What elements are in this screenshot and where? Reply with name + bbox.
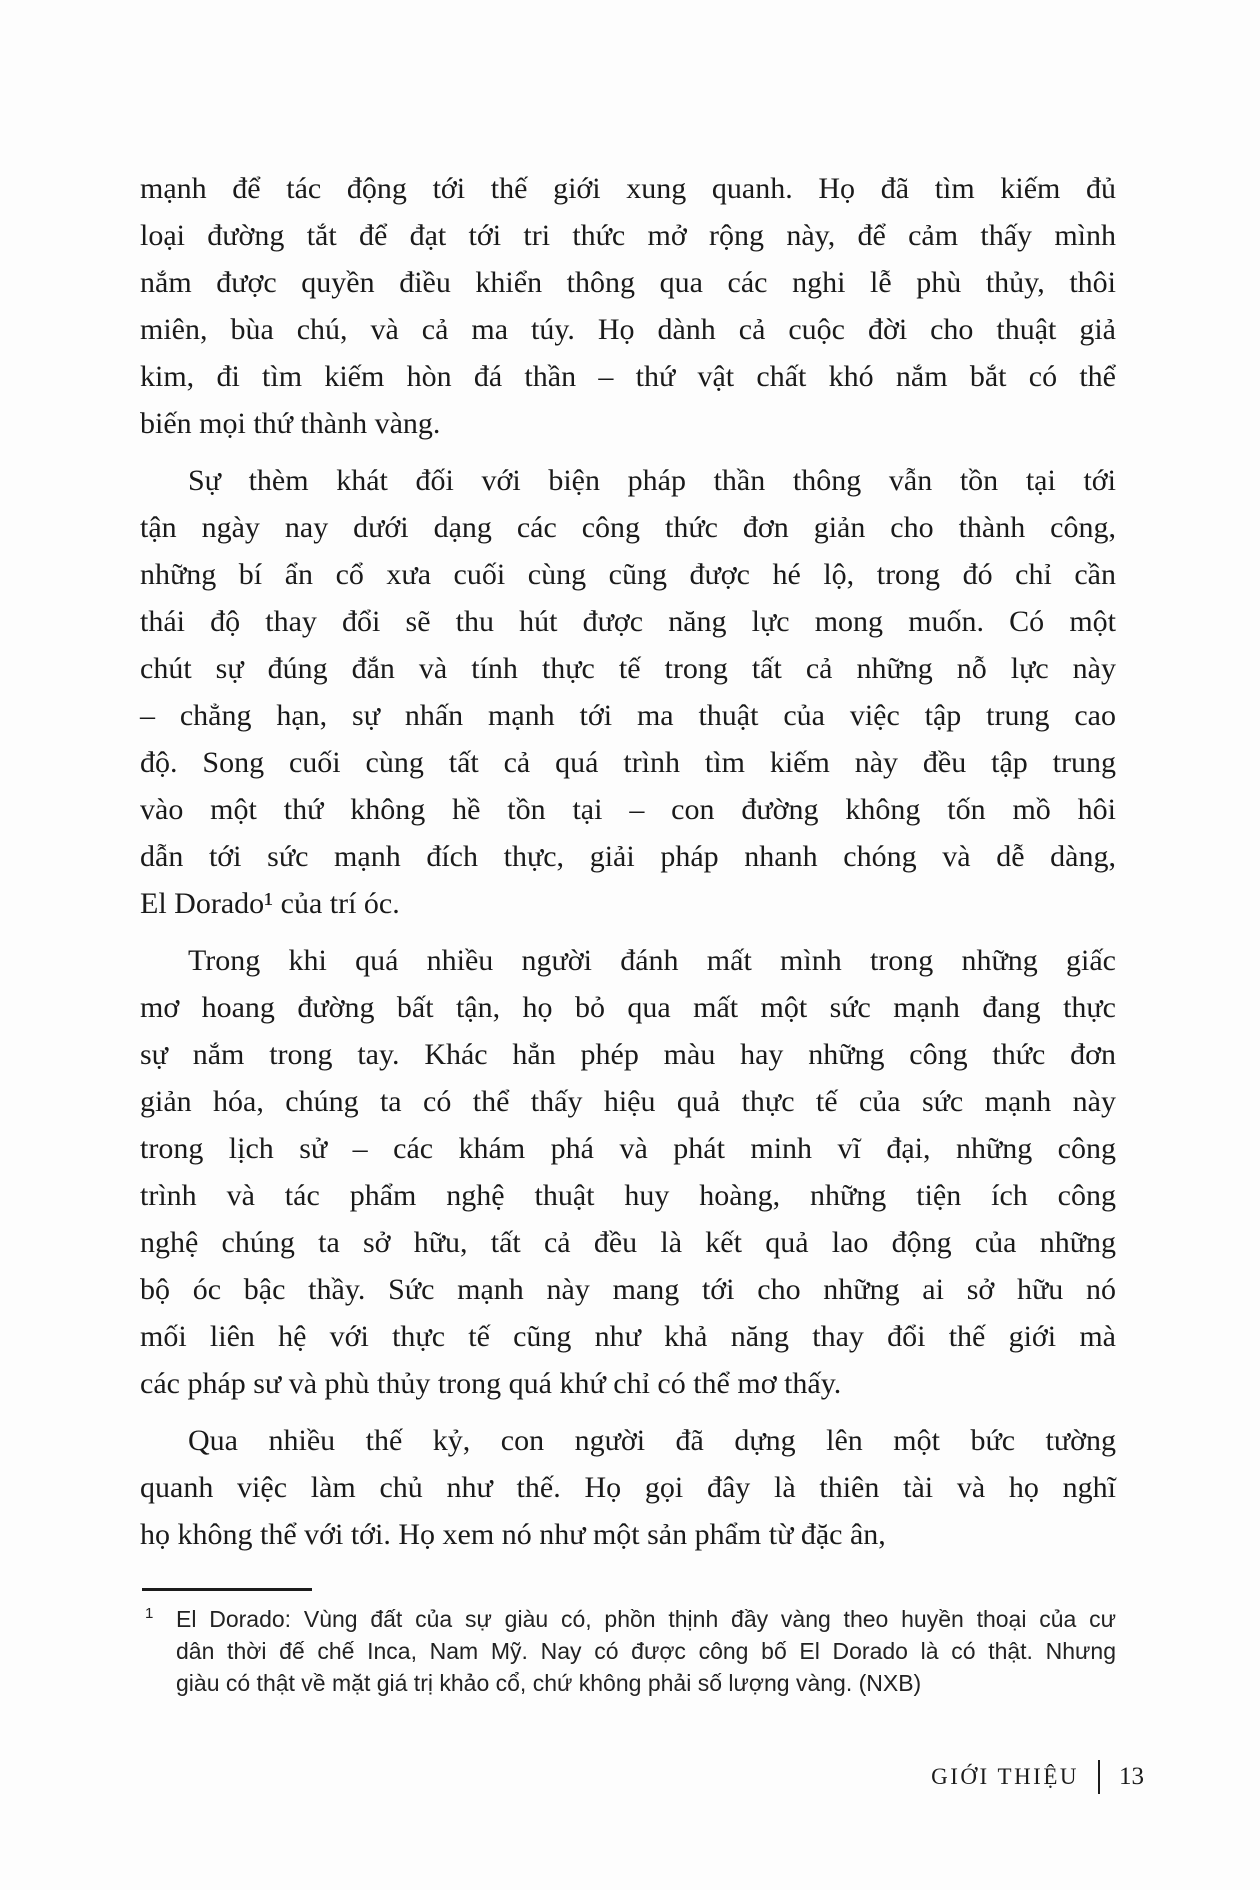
text-line: mối liên hệ với thực tế cũng như khả năng thay đổi thế giới mà	[140, 1320, 1116, 1353]
text-line: chút sự đúng đắn và tính thực tế trong tất cả những nỗ lực này	[140, 652, 1116, 685]
paragraph	[140, 937, 1116, 1407]
footer-divider	[1098, 1760, 1100, 1794]
text-line: kim, đi tìm kiếm hòn đá thần – thứ vật chất khó nắm bắt có thể	[140, 360, 1116, 393]
text-line: loại đường tắt để đạt tới tri thức mở rộng này, để cảm thấy mình	[140, 219, 1116, 252]
text-line: Trong khi quá nhiều người đánh mất mình trong những giấc	[188, 944, 1116, 977]
text-line: những bí ẩn cổ xưa cuối cùng cũng được hé lộ, trong đó chỉ cần	[140, 558, 1116, 591]
footnote-rule	[142, 1588, 312, 1591]
paragraph	[140, 165, 1116, 447]
text-line: Sự thèm khát đối với biện pháp thần thông vẫn tồn tại tới	[188, 464, 1116, 497]
text-line: thái độ thay đổi sẽ thu hút được năng lực mong muốn. Có một	[140, 605, 1116, 638]
text-line: miên, bùa chú, và cả ma túy. Họ dành cả cuộc đời cho thuật giả	[140, 313, 1116, 346]
text-line: sự nắm trong tay. Khác hẳn phép màu hay những công thức đơn	[140, 1038, 1116, 1071]
text-line: quanh việc làm chủ như thế. Họ gọi đây là thiên tài và họ nghĩ	[140, 1471, 1116, 1504]
paragraph	[140, 1417, 1116, 1558]
text-line: vào một thứ không hề tồn tại – con đường không tốn mồ hôi	[140, 793, 1116, 826]
text-line: Qua nhiều thế kỷ, con người đã dựng lên một bức tường	[188, 1424, 1116, 1457]
text-line: các pháp sư và phù thủy trong quá khứ chỉ có thể mơ thấy.	[140, 1367, 842, 1400]
text-line: độ. Song cuối cùng tất cả quá trình tìm kiếm này đều tập trung	[140, 746, 1116, 779]
footnote-line: El Dorado: Vùng đất của sự giàu có, phồn thịnh đầy vàng theo huyền thoại của cư	[176, 1606, 1116, 1632]
text-line: trình và tác phẩm nghệ thuật huy hoàng, những tiện ích công	[140, 1179, 1116, 1212]
section-title: GIỚI THIỆU	[931, 1764, 1079, 1789]
text-line: trong lịch sử – các khám phá và phát minh vĩ đại, những công	[140, 1132, 1116, 1165]
footnote-line: giàu có thật về mặt giá trị khảo cổ, chứ không phải số lượng vàng. (NXB)	[176, 1670, 922, 1696]
text-line: biến mọi thứ thành vàng.	[140, 407, 441, 440]
text-line: nắm được quyền điều khiển thông qua các nghi lễ phù thủy, thôi	[140, 266, 1116, 299]
page-footer	[140, 1756, 1144, 1798]
footnote	[140, 1588, 1116, 1699]
text-line: mơ hoang đường bất tận, họ bỏ qua mất một sức mạnh đang thực	[140, 991, 1116, 1024]
footnote-marker: 1	[145, 1605, 154, 1622]
footnote-body	[140, 1603, 1116, 1699]
text-line: họ không thể với tới. Họ xem nó như một sản phẩm từ đặc ân,	[140, 1518, 886, 1551]
text-line: dẫn tới sức mạnh đích thực, giải pháp nhanh chóng và dễ dàng,	[140, 840, 1116, 873]
paragraph	[140, 457, 1116, 927]
footnote-line: dân thời đế chế Inca, Nam Mỹ. Nay có được công bố El Dorado là có thật. Nhưng	[176, 1638, 1116, 1664]
page-number: 13	[1119, 1763, 1144, 1790]
body-text	[140, 165, 1116, 1558]
text-line: mạnh để tác động tới thế giới xung quanh. Họ đã tìm kiếm đủ	[140, 172, 1116, 205]
text-line: El Dorado¹ của trí óc.	[140, 887, 400, 920]
text-line: giản hóa, chúng ta có thể thấy hiệu quả thực tế của sức mạnh này	[140, 1085, 1116, 1118]
text-line: bộ óc bậc thầy. Sức mạnh này mang tới cho những ai sở hữu nó	[140, 1273, 1116, 1306]
text-line: tận ngày nay dưới dạng các công thức đơn giản cho thành công,	[140, 511, 1116, 544]
text-line: nghệ chúng ta sở hữu, tất cả đều là kết quả lao động của những	[140, 1226, 1116, 1259]
text-line: – chẳng hạn, sự nhấn mạnh tới ma thuật của việc tập trung cao	[140, 699, 1116, 732]
